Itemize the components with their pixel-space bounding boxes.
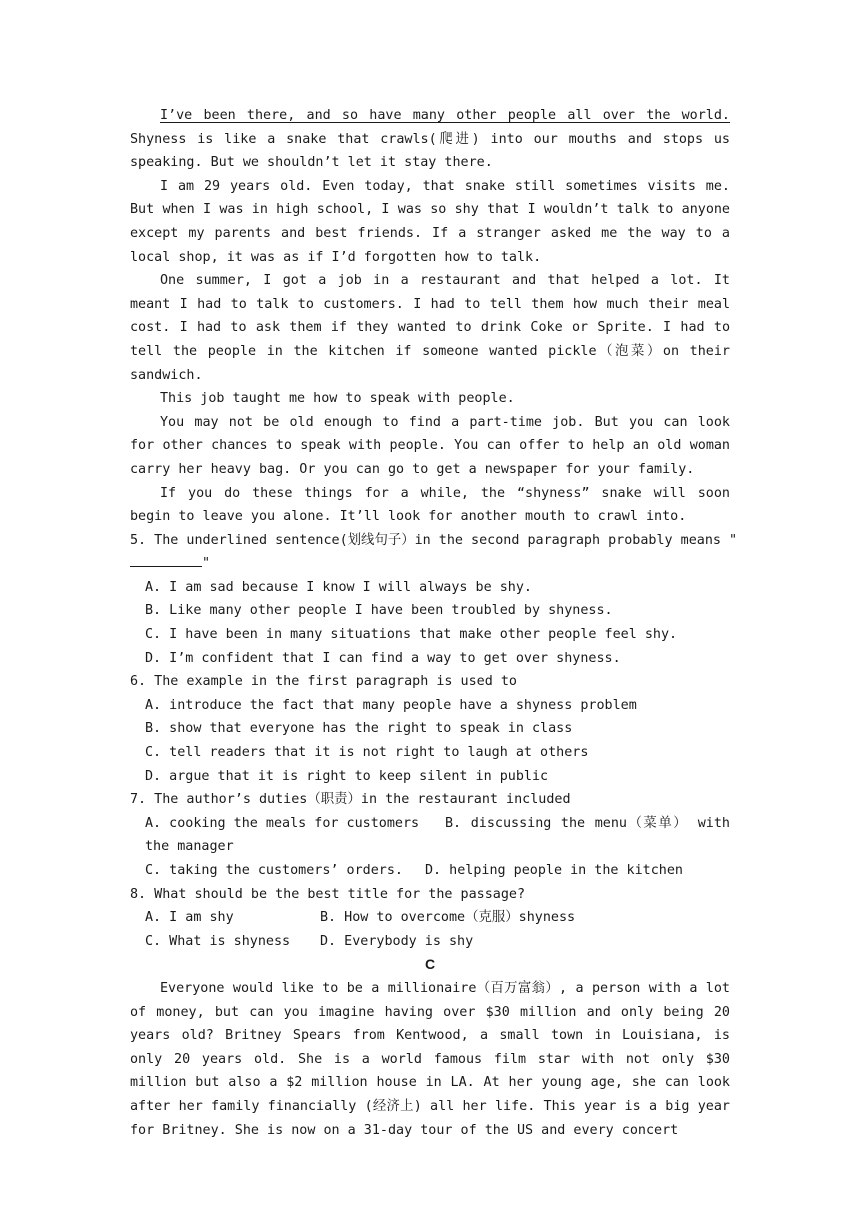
passage-b-paragraph-6: If you do these things for a while, the “shyness” snake will soon begin to leave you alone. It’ll look for another mouth to crawl into. (130, 485, 730, 525)
passage-b-paragraph-4: This job taught me how to speak with people. (160, 391, 515, 407)
question-7-option-d: D. helping people in the kitchen (425, 863, 683, 878)
question-8-option-d: D. Everybody is shy (320, 933, 474, 949)
question-8-options-ab (130, 906, 730, 930)
question-stem-end: " (202, 556, 211, 572)
question-7-option-b: B. discussing the menu（菜单） with the manager (145, 815, 730, 855)
question-6-option-d: D. argue that it is right to keep silent in public (145, 768, 549, 784)
passage-b-paragraph-5: You may not be old enough to find a part-time job. But you can look for other chances to speak with people. You can offer to help an old woman carry her heavy bag. Or you can go to get a newspaper for your family. (130, 414, 730, 477)
question-6-option-b: B. show that everyone has the right to speak in class (145, 721, 573, 737)
question-7-stem: 7. The author’s duties（职责）in the restaurant included (130, 792, 571, 808)
paragraph-text: Shyness is like a snake that crawls(爬进) into our mouths and stops us speaking. But we shouldn’t let it stay there. (130, 131, 730, 171)
question-6-option-c: C. tell readers that it is not right to laugh at others (145, 745, 589, 761)
question-8-stem: 8. What should be the best title for the passage? (130, 886, 526, 902)
passage-b-paragraph-2: I am 29 years old. Even today, that snake still sometimes visits me. But when I was in high school, I was so shy that I wouldn’t talk to anyone except my parents and best friends. If a stranger asked me the way to a local shop, it was as if I’d forgotten how to talk. (130, 178, 730, 265)
answer-blank (130, 552, 202, 567)
passage-b-paragraph-1 (130, 104, 730, 175)
question-stem-text: 5. The underlined sentence(划线句子）in the second paragraph probably means " (130, 532, 738, 548)
question-8-option-a: A. I am shy (145, 910, 234, 926)
question-7-options-cd (130, 859, 730, 883)
document-content (130, 104, 738, 1142)
question-7-options-ab (130, 812, 730, 859)
passage-c-paragraph-1: Everyone would like to be a millionaire（百万富翁）, a person with a lot of money, but can you imagine having over $30 million and only being 20 years old? Britney Spears from Kentwood, a small town in Louisiana, is only 20 years old. She is a world famous film star with not only $30 million but also a $2 million house in LA. At her young age, she can look after her family financially (经济上) all her life. This year is a big year for Britney. She is now on a 31-day tour of the US and every concert (130, 980, 730, 1138)
question-5-option-c: C. I have been in many situations that make other people feel shy. (145, 627, 678, 643)
question-8-option-b: B. How to overcome（克服）shyness (320, 910, 576, 926)
question-5-stem (130, 529, 738, 553)
question-7-option-c: C. taking the customers’ orders. (145, 863, 403, 878)
question-5-option-a: A. I am sad because I know I will always be shy. (145, 579, 532, 595)
question-5-option-d: D. I’m confident that I can find a way to get over shyness. (145, 650, 621, 666)
question-5-option-b: B. Like many other people I have been troubled by shyness. (145, 603, 613, 619)
underlined-sentence: I’ve been there, and so have many other people all over the world. (160, 108, 730, 123)
question-5-blank-line (130, 552, 730, 576)
question-8-options-cd (130, 930, 730, 954)
passage-b-paragraph-3: One summer, I got a job in a restaurant and that helped a lot. It meant I had to talk to customers. I had to tell them how much their meal cost. I had to ask them if they wanted to drink Coke or Sprite. I had to tell the people in the kitchen if someone wanted pickle（泡菜）on their sandwich. (130, 273, 730, 383)
question-7-option-a: A. cooking the meals for customers (145, 815, 420, 831)
question-8-option-c: C. What is shyness (145, 933, 291, 949)
question-6-option-a: A. introduce the fact that many people have a shyness problem (145, 697, 637, 713)
question-6-stem: 6. The example in the first paragraph is used to (130, 674, 517, 690)
section-c-title: C (424, 956, 436, 973)
